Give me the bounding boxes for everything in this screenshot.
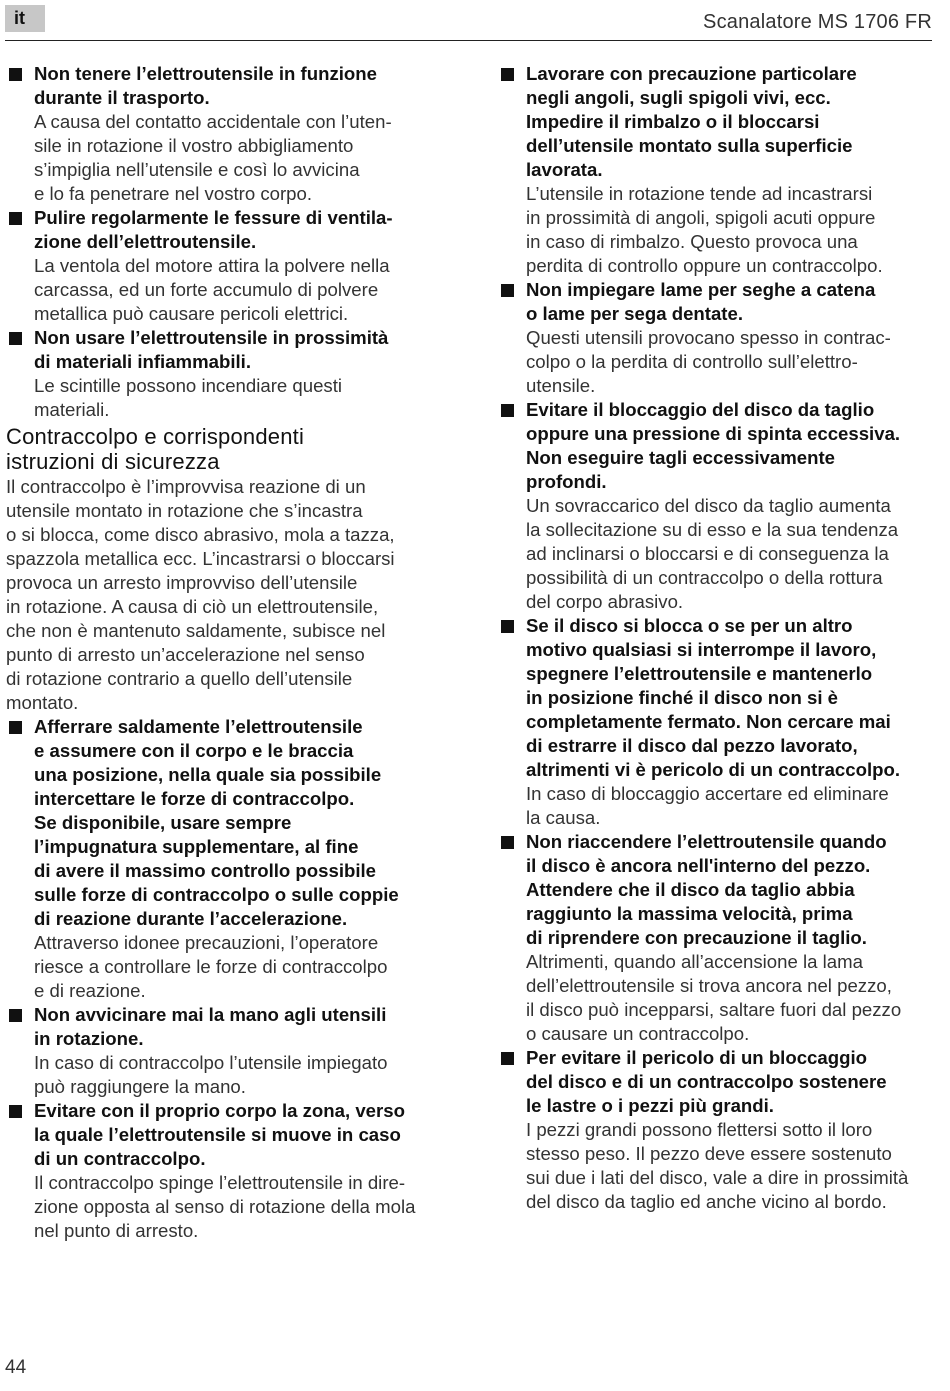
- safety-item-body: In caso di contraccolpo l’utensile impiegato può raggiungere la mano.: [34, 1052, 388, 1097]
- safety-item-lead: Pulire regolarmente le fessure di ventila- zione dell’elettroutensile.: [34, 207, 393, 252]
- safety-item: [498, 614, 934, 830]
- language-badge: [5, 5, 45, 32]
- document-title: Scanalatore MS 1706 FR: [703, 11, 932, 33]
- safety-item: [6, 326, 444, 422]
- square-bullet-icon: [9, 68, 22, 81]
- safety-item-lead: Afferrare saldamente l’elettroutensile e assumere con il corpo e le braccia una posizione, nella quale sia possibile intercettare le forze di contraccolpo. Se disponibile, usare sempre l’impugnatura supplementare, al fine di avere il massimo controllo possibile sulle forze di contraccolpo o sulle coppie di reazione durante l’accelerazione.: [34, 716, 399, 929]
- language-code: it: [14, 8, 25, 28]
- safety-item-body: I pezzi grandi possono flettersi sotto il loro stesso peso. Il pezzo deve essere sostenuto sui due i lati del disco, vale a dire in prossimità del disco da taglio ed anche vicino al bordo.: [526, 1119, 909, 1212]
- square-bullet-icon: [501, 284, 514, 297]
- safety-item-body: Il contraccolpo spinge l’elettroutensile in dire- zione opposta al senso di rotazione della mola nel punto di arresto.: [34, 1172, 416, 1241]
- safety-item-lead: Non usare l’elettroutensile in prossimità di materiali infiammabili.: [34, 327, 389, 372]
- safety-item-body: Attraverso idonee precauzioni, l’operatore riesce a controllare le forze di contraccolpo e di reazione.: [34, 932, 388, 1001]
- section-heading: Contraccolpo e corrispondenti istruzioni di sicurezza: [6, 424, 305, 474]
- safety-item: [6, 62, 444, 206]
- safety-item-lead: Non avvicinare mai la mano agli utensili in rotazione.: [34, 1004, 387, 1049]
- page-number: 44: [5, 1357, 27, 1378]
- safety-item-lead: Evitare con il proprio corpo la zona, verso la quale l’elettroutensile si muove in caso di un contraccolpo.: [34, 1100, 405, 1169]
- safety-item-lead: Non riaccendere l’elettroutensile quando il disco è ancora nell'interno del pezzo. Attendere che il disco da taglio abbia raggiunto la massima velocità, prima di riprendere con precauzione il taglio.: [526, 831, 887, 948]
- safety-item: [6, 206, 444, 326]
- square-bullet-icon: [501, 1052, 514, 1065]
- square-bullet-icon: [9, 1009, 22, 1022]
- header-divider: [5, 40, 932, 41]
- safety-item-body: Un sovraccarico del disco da taglio aumenta la sollecitazione su di esso e la sua tendenza ad inclinarsi o bloccarsi e di conseguenza la possibilità di un contraccolpo o della rottura del corpo abrasivo.: [526, 495, 899, 612]
- safety-item: [498, 398, 934, 614]
- square-bullet-icon: [501, 620, 514, 633]
- square-bullet-icon: [501, 836, 514, 849]
- safety-item-body: Le scintille possono incendiare questi materiali.: [34, 375, 343, 420]
- section-paragraph: Il contraccolpo è l’improvvisa reazione di un utensile montato in rotazione che s’incastra o si blocca, come disco abrasivo, mola a tazza, spazzola metallica ecc. L’incastrarsi o bloccarsi provoca un arresto improvviso dell’utensile in rotazione. A causa di ciò un elettroutensile, che non è mantenuto saldamente, subisce nel punto di arresto un’accelerazione nel senso di rotazione contrario a quello dell’utensile montato.: [6, 476, 395, 713]
- safety-item: [498, 830, 934, 1046]
- safety-item-body: Altrimenti, quando all’accensione la lama dell’elettroutensile si trova ancora nel pezzo, il disco può incepparsi, saltare fuori dal pezzo o causare un contraccolpo.: [526, 951, 902, 1044]
- safety-item-lead: Evitare il bloccaggio del disco da taglio oppure una pressione di spinta eccessiva. Non eseguire tagli eccessivamente profondi.: [526, 399, 901, 492]
- safety-item-lead: Non tenere l’elettroutensile in funzione durante il trasporto.: [34, 63, 377, 108]
- square-bullet-icon: [501, 68, 514, 81]
- right-column: [498, 62, 934, 1214]
- safety-item: [498, 62, 934, 278]
- safety-item-body: In caso di bloccaggio accertare ed eliminare la causa.: [526, 783, 889, 828]
- safety-item-lead: Per evitare il pericolo di un bloccaggio del disco e di un contraccolpo sostenere le lastre o i pezzi più grandi.: [526, 1047, 887, 1116]
- safety-item: [6, 1099, 444, 1243]
- safety-item-body: La ventola del motore attira la polvere nella carcassa, ed un forte accumulo di polvere metallica può causare pericoli elettrici.: [34, 255, 390, 324]
- safety-item: [498, 1046, 934, 1214]
- square-bullet-icon: [9, 1105, 22, 1118]
- safety-item-body: A causa del contatto accidentale con l’uten- sile in rotazione il vostro abbigliamento s’impiglia nell’utensile e così lo avvicina e lo fa penetrare nel vostro corpo.: [34, 111, 392, 204]
- safety-item: [498, 278, 934, 398]
- safety-item: [6, 715, 444, 1003]
- square-bullet-icon: [9, 721, 22, 734]
- safety-item-lead: Se il disco si blocca o se per un altro motivo qualsiasi si interrompe il lavoro, spegnere l’elettroutensile e mantenerlo in posizione finché il disco non si è completamente fermato. Non cercare mai di estrarre il disco dal pezzo lavorato, altrimenti vi è pericolo di un contraccolpo.: [526, 615, 901, 780]
- safety-item-body: Questi utensili provocano spesso in contrac- colpo o la perdita di controllo sull’elettro- utensile.: [526, 327, 891, 396]
- safety-item-lead: Non impiegare lame per seghe a catena o lame per sega dentate.: [526, 279, 876, 324]
- square-bullet-icon: [9, 212, 22, 225]
- safety-item-lead: Lavorare con precauzione particolare negli angoli, sugli spigoli vivi, ecc. Impedire il rimbalzo o il bloccarsi dell’utensile montato sulla superficie lavorata.: [526, 63, 857, 180]
- safety-item: [6, 1003, 444, 1099]
- left-column: [6, 62, 444, 1243]
- square-bullet-icon: [501, 404, 514, 417]
- square-bullet-icon: [9, 332, 22, 345]
- safety-item-body: L’utensile in rotazione tende ad incastrarsi in prossimità di angoli, spigoli acuti oppure in caso di rimbalzo. Questo provoca una perdita di controllo oppure un contraccolpo.: [526, 183, 883, 276]
